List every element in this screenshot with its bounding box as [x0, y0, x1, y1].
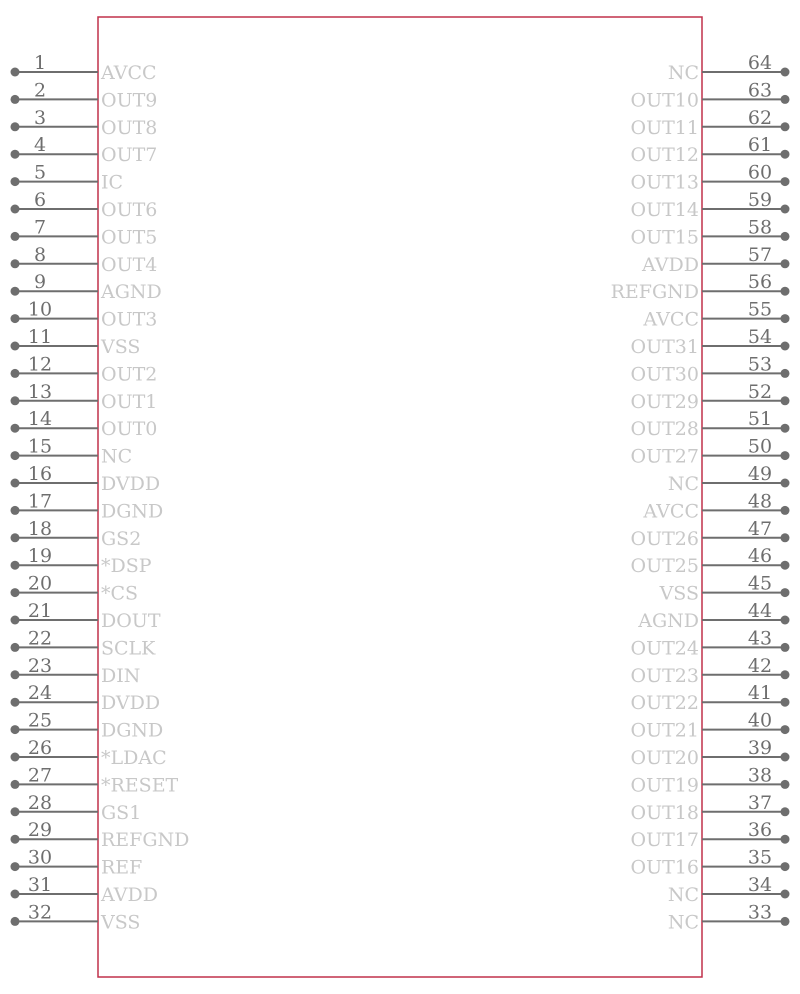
pin-end-dot: [781, 753, 790, 762]
pin-number: 63: [747, 79, 773, 102]
pin-number: 43: [747, 627, 773, 650]
right-pin-group: [611, 52, 790, 933]
pin-number: 50: [747, 435, 773, 458]
pin-name: OUT20: [630, 747, 699, 769]
pin-name: NC: [101, 445, 133, 468]
pin-6: [11, 189, 158, 221]
pin-end-dot: [11, 342, 20, 351]
pin-name: OUT2: [101, 363, 158, 386]
pin-end-dot: [11, 95, 20, 104]
pin-end-dot: [11, 150, 20, 159]
pin-number: 48: [747, 490, 773, 513]
pin-end-dot: [11, 479, 20, 488]
pin-end-dot: [11, 451, 20, 460]
pin-number: 39: [747, 737, 773, 759]
pin-name: OUT21: [630, 719, 699, 742]
pin-end-dot: [781, 533, 790, 542]
pin-end-dot: [781, 259, 790, 268]
pin-name: DVDD: [101, 692, 161, 715]
pin-end-dot: [781, 835, 790, 844]
pin-number: 36: [747, 819, 773, 842]
pin-end-dot: [11, 561, 20, 570]
pin-name: VSS: [659, 582, 699, 605]
pin-name: OUT5: [101, 226, 158, 249]
pin-number: 64: [747, 52, 773, 74]
pin-number: 60: [747, 161, 773, 184]
pin-name: OUT30: [630, 363, 699, 386]
pin-name: OUT11: [630, 116, 699, 139]
pin-end-dot: [11, 753, 20, 762]
pin-number: 14: [27, 408, 53, 431]
pin-number: 4: [33, 134, 47, 157]
pin-number: 11: [27, 326, 53, 348]
pin-end-dot: [11, 424, 20, 433]
pin-name: DGND: [101, 719, 164, 742]
pin-number: 5: [33, 161, 47, 184]
pin-number: 32: [27, 901, 53, 924]
pin-4: [11, 134, 158, 166]
pin-name: OUT17: [630, 829, 699, 852]
pin-number: 62: [747, 106, 773, 129]
pin-number: 8: [33, 243, 47, 266]
pin-number: 30: [27, 846, 53, 869]
pin-number: 54: [747, 326, 773, 348]
pin-end-dot: [781, 342, 790, 351]
pin-number: 37: [747, 791, 773, 814]
pin-name: OUT10: [630, 89, 699, 112]
pin-name: DIN: [101, 664, 141, 687]
pin-number: 53: [747, 353, 773, 376]
pin-1: [11, 52, 157, 84]
pin-end-dot: [781, 588, 790, 597]
pin-name: OUT26: [630, 527, 699, 550]
pin-number: 7: [33, 216, 47, 239]
pin-3: [11, 107, 158, 139]
pin-name: OUT18: [630, 801, 699, 824]
pin-end-dot: [11, 588, 20, 597]
pin-number: 31: [27, 874, 53, 896]
pin-32: [11, 901, 141, 933]
pin-end-dot: [11, 314, 20, 323]
pin-number: 59: [747, 189, 773, 211]
pin-2: [11, 79, 158, 111]
pin-end-dot: [11, 68, 20, 77]
pin-end-dot: [11, 835, 20, 844]
pin-name: AGND: [638, 610, 699, 632]
pin-end-dot: [11, 122, 20, 131]
pin-end-dot: [781, 232, 790, 241]
pin-end-dot: [11, 616, 20, 625]
pin-number: 42: [747, 654, 773, 677]
pin-name: SCLK: [101, 637, 156, 660]
pin-number: 6: [33, 189, 47, 211]
pin-name: DGND: [101, 500, 164, 523]
pin-name: *DSP: [101, 555, 152, 578]
pin-end-dot: [781, 807, 790, 816]
pin-name: OUT4: [101, 253, 158, 276]
pin-end-dot: [781, 150, 790, 159]
pin-name: OUT19: [630, 774, 699, 797]
pin-name: DOUT: [101, 610, 161, 632]
pin-number: 24: [27, 682, 53, 705]
pin-end-dot: [11, 890, 20, 899]
pin-name: OUT25: [630, 555, 699, 578]
pin-5: [11, 162, 124, 194]
pin-number: 27: [27, 764, 53, 787]
pin-number: 33: [747, 901, 773, 924]
pin-7: [11, 216, 158, 248]
pin-number: 3: [33, 106, 47, 129]
pin-number: 52: [747, 380, 773, 403]
pin-number: 16: [27, 463, 53, 485]
pin-name: OUT3: [101, 308, 158, 331]
pin-end-dot: [11, 780, 20, 789]
pin-number: 55: [747, 298, 773, 321]
pin-end-dot: [781, 95, 790, 104]
pin-end-dot: [781, 451, 790, 460]
pin-number: 35: [747, 846, 773, 869]
pin-name: OUT12: [630, 144, 699, 167]
pin-number: 57: [747, 243, 773, 266]
pin-number: 47: [747, 517, 773, 540]
pin-name: GS2: [101, 527, 142, 550]
pin-name: OUT1: [101, 390, 158, 413]
pin-end-dot: [781, 396, 790, 405]
pin-end-dot: [781, 177, 790, 186]
pin-end-dot: [781, 122, 790, 131]
pin-end-dot: [781, 616, 790, 625]
pin-number: 51: [747, 408, 773, 431]
pin-number: 44: [747, 600, 773, 622]
pin-end-dot: [781, 314, 790, 323]
pin-number: 1: [33, 52, 47, 74]
pin-number: 20: [27, 572, 53, 595]
pin-number: 41: [747, 682, 773, 705]
pin-name: REF: [101, 856, 143, 879]
pin-name: GS1: [101, 801, 142, 824]
pin-name: OUT29: [630, 390, 699, 413]
pin-name: OUT16: [630, 856, 699, 879]
pin-name: NC: [667, 473, 699, 495]
pin-end-dot: [11, 533, 20, 542]
pin-end-dot: [11, 725, 20, 734]
pin-name: *CS: [101, 582, 139, 605]
pin-name: OUT9: [101, 89, 158, 112]
pin-name: AVCC: [101, 62, 157, 84]
pin-name: AVCC: [643, 500, 699, 523]
pin-name: OUT6: [101, 199, 158, 221]
pin-name: *RESET: [101, 774, 179, 797]
pin-number: 61: [747, 134, 773, 157]
pin-number: 29: [27, 819, 53, 842]
pin-end-dot: [781, 68, 790, 77]
pin-name: REFGND: [610, 281, 699, 304]
pin-name: DVDD: [101, 473, 161, 495]
pin-end-dot: [11, 643, 20, 652]
pin-number: 23: [27, 654, 53, 677]
pin-name: OUT7: [101, 144, 158, 167]
pin-end-dot: [11, 698, 20, 707]
pin-number: 25: [27, 709, 53, 732]
pin-name: VSS: [101, 336, 141, 358]
pin-number: 38: [747, 764, 773, 787]
pin-end-dot: [781, 424, 790, 433]
pin-number: 15: [27, 435, 53, 458]
pin-end-dot: [11, 177, 20, 186]
pin-number: 2: [33, 79, 47, 102]
pin-33: [668, 901, 790, 933]
pin-number: 28: [27, 791, 53, 814]
pin-end-dot: [781, 862, 790, 871]
pin-name: OUT15: [630, 226, 699, 249]
pin-end-dot: [11, 232, 20, 241]
pin-end-dot: [11, 396, 20, 405]
pin-name: OUT27: [630, 445, 699, 468]
pin-name: OUT31: [630, 336, 699, 358]
pin-end-dot: [11, 862, 20, 871]
left-pin-group: [11, 52, 190, 933]
pin-end-dot: [781, 725, 790, 734]
pin-end-dot: [11, 287, 20, 296]
pin-end-dot: [11, 205, 20, 214]
pin-number: 34: [747, 874, 773, 896]
pin-name: REFGND: [101, 829, 190, 852]
pin-name: OUT14: [630, 199, 699, 221]
pin-end-dot: [781, 670, 790, 679]
pin-8: [11, 244, 158, 276]
pin-name: OUT28: [630, 418, 699, 441]
pin-number: 17: [27, 490, 53, 513]
pin-number: 49: [747, 463, 773, 485]
pin-number: 26: [27, 737, 53, 759]
pin-name: OUT22: [630, 692, 699, 715]
pin-number: 56: [747, 271, 773, 294]
pin-end-dot: [781, 917, 790, 926]
pin-end-dot: [781, 643, 790, 652]
pin-name: AVDD: [101, 884, 158, 906]
pin-name: NC: [667, 911, 699, 934]
pin-number: 10: [27, 298, 53, 321]
pin-end-dot: [781, 561, 790, 570]
pin-end-dot: [11, 506, 20, 515]
pin-end-dot: [781, 479, 790, 488]
pin-end-dot: [781, 506, 790, 515]
pin-end-dot: [781, 369, 790, 378]
pin-end-dot: [11, 807, 20, 816]
pin-name: OUT8: [101, 116, 158, 139]
pin-end-dot: [781, 780, 790, 789]
pin-name: AGND: [101, 281, 162, 304]
pin-number: 45: [747, 572, 773, 595]
pin-number: 9: [33, 271, 47, 294]
pin-number: 12: [27, 353, 53, 376]
pin-number: 46: [747, 545, 773, 568]
pin-end-dot: [781, 205, 790, 214]
pin-name: OUT0: [101, 418, 158, 441]
pin-number: 40: [747, 709, 773, 732]
pin-number: 18: [27, 517, 53, 540]
pin-end-dot: [11, 259, 20, 268]
pin-end-dot: [781, 890, 790, 899]
pin-end-dot: [781, 698, 790, 707]
pin-name: IC: [101, 171, 124, 194]
pin-name: AVCC: [643, 308, 699, 331]
pin-name: VSS: [101, 911, 141, 934]
pin-name: OUT13: [630, 171, 699, 194]
pin-name: OUT23: [630, 664, 699, 687]
pin-name: NC: [667, 884, 699, 906]
pin-number: 22: [27, 627, 53, 650]
pin-end-dot: [781, 287, 790, 296]
pin-name: OUT24: [630, 637, 699, 660]
pin-name: NC: [667, 62, 699, 84]
pin-number: 13: [27, 380, 53, 403]
pin-number: 19: [27, 545, 53, 568]
pin-end-dot: [11, 369, 20, 378]
pin-end-dot: [11, 670, 20, 679]
pin-end-dot: [11, 917, 20, 926]
pin-number: 21: [27, 600, 53, 622]
pin-name: AVDD: [642, 253, 699, 276]
pin-name: *LDAC: [101, 747, 167, 769]
pin-number: 58: [747, 216, 773, 239]
